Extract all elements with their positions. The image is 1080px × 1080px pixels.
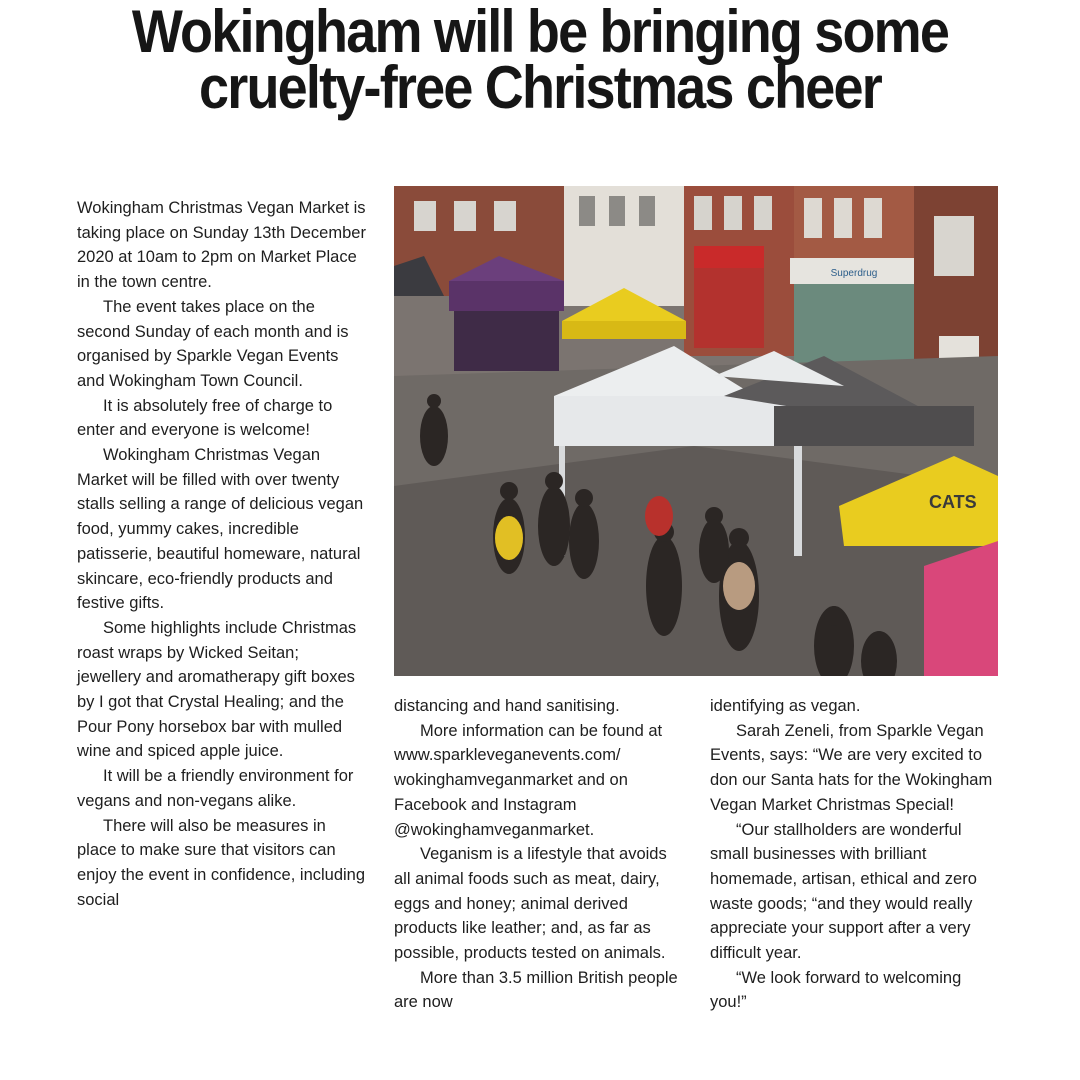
paragraph: More information can be found at www.sparkleveganevents.com/ wokinghamveganmarket and on Facebook and Instagram @wokinghamveganmarket. [394, 721, 663, 839]
headline-line-1: Wokingham will be bringing some [131, 0, 949, 65]
paragraph: “We look forward to welcoming you!” [710, 968, 962, 1012]
gazebo-text: CATS [929, 492, 977, 512]
paragraph: Wokingham Christmas Vegan Market is taking place on Sunday 13th December 2020 at 10am to 2pm on Market Place in the town centre. [77, 199, 366, 292]
paragraph: Some highlights include Christmas roast wraps by Wicked Seitan; jewellery and aromatherapy gift boxes by I got that Crystal Healing; and the Pour Pony horsebox bar with mulled wine and spiced apple juice. [77, 618, 357, 761]
paragraph: Wokingham Christmas Vegan Market will be filled with over twenty stalls selling a range of delicious vegan food, yummy cakes, incredible patisserie, beautiful homeware, natural skincare, eco-friendly products and festive gifts. [77, 446, 364, 613]
paragraph: distancing and hand sanitising. [394, 697, 620, 715]
column-2 [394, 694, 684, 1015]
paragraph: Veganism is a lifestyle that avoids all animal foods such as meat, dairy, eggs and honey; animal derived products like leather; and, as far as possible, products tested on animals. [394, 845, 667, 963]
market-photo [394, 186, 998, 676]
paragraph: There will also be measures in place to make sure that visitors can enjoy the event in confidence, including social [77, 816, 366, 909]
column-3 [710, 694, 1000, 1015]
headline-line-2: cruelty-free Christmas cheer [199, 54, 881, 121]
paragraph: identifying as vegan. [710, 697, 861, 715]
paragraph: It is absolutely free of charge to enter and everyone is welcome! [77, 396, 333, 440]
paragraph: The event takes place on the second Sunday of each month and is organised by Sparkle Vegan Events and Wokingham Town Council. [77, 297, 349, 390]
column-1 [77, 196, 367, 912]
paragraph: Sarah Zeneli, from Sparkle Vegan Events, says: “We are very excited to don our Santa hats for the Wokingham Vegan Market Christmas Special! [710, 721, 993, 814]
paragraph: It will be a friendly environment for vegans and non-vegans alike. [77, 767, 354, 810]
headline [90, 0, 990, 121]
shop-sign: Superdrug [830, 268, 878, 279]
paragraph: “Our stallholders are wonderful small businesses with brilliant homemade, artisan, ethical and zero waste goods; “and they would really appreciate your support after a very difficult year. [710, 820, 977, 963]
paragraph: More than 3.5 million British people are now [394, 968, 678, 1012]
